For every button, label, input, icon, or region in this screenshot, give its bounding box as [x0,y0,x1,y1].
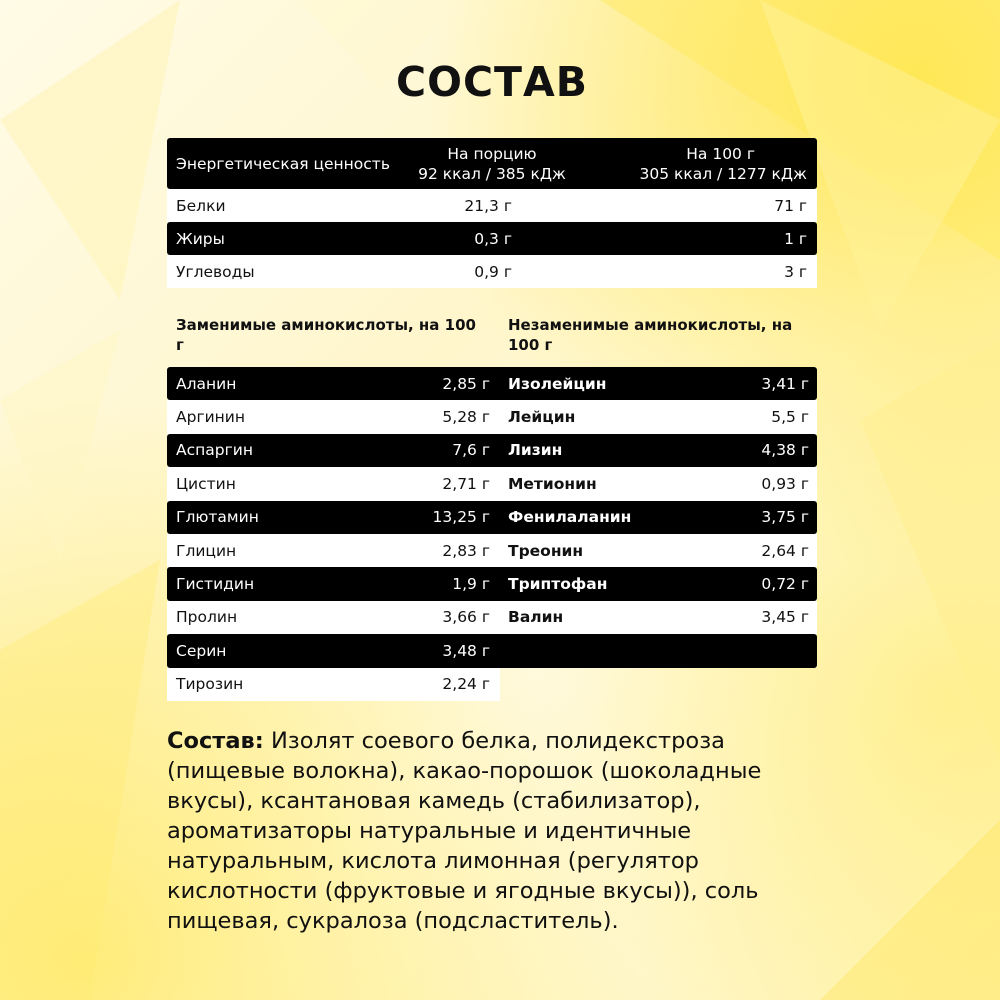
amino-value: 2,85 г [442,374,490,393]
amino-name: Гистидин [176,575,255,594]
per-serving-title: На порцию [447,144,537,163]
amino-name: Триптофан [508,575,608,594]
per-100-title: На 100 г [686,144,755,163]
page-title: СОСТАВ [396,58,588,106]
nutrition-table [167,138,817,288]
amino-value: 7,6 г [452,441,490,460]
amino-value: 13,25 г [432,508,490,527]
amino-row [167,567,500,600]
nutrient-per100: 3 г [784,262,807,281]
nutrient-name: Белки [176,196,226,215]
amino-name: Метионин [508,474,597,493]
amino-value: 2,24 г [442,675,490,694]
nutrient-serving: 21,3 г [464,196,512,215]
amino-name: Валин [508,608,564,627]
replaceable-amino-list [167,367,500,701]
nutrient-per100: 1 г [784,229,807,248]
per-100-header [587,144,817,184]
amino-value: 5,5 г [771,408,809,427]
amino-value: 3,41 г [761,374,809,393]
amino-row [500,367,817,400]
amino-name: Тирозин [176,675,244,694]
amino-value: 3,48 г [442,641,490,660]
amino-row [167,668,500,701]
amino-row [167,434,500,467]
amino-row [167,467,500,500]
amino-row [500,567,817,600]
amino-name: Изолейцин [508,374,607,393]
composition-label: Состав: [167,728,264,754]
amino-name: Фенилаланин [508,508,632,527]
amino-row [167,400,500,433]
amino-value: 2,71 г [442,474,490,493]
energy-label: Энергетическая ценность [176,154,390,173]
nutrient-serving: 0,3 г [474,229,512,248]
amino-name: Глицин [176,541,237,560]
per-100-energy: 305 ккал / 1277 кДж [639,164,807,183]
nutrition-row-carbs [167,255,817,288]
amino-value: 5,28 г [442,408,490,427]
amino-name: Аланин [176,374,237,393]
amino-value: 0,93 г [761,474,809,493]
nutrient-name: Жиры [176,229,225,248]
amino-name: Глютамин [176,508,259,527]
nutrient-serving: 0,9 г [474,262,512,281]
amino-value: 3,75 г [761,508,809,527]
amino-name: Аргинин [176,408,246,427]
amino-value: 3,66 г [442,608,490,627]
per-serving-header [397,144,587,184]
nutrient-name: Углеводы [176,262,255,281]
amino-value: 4,38 г [761,441,809,460]
amino-row [167,367,500,400]
amino-row [500,601,817,634]
amino-value: 0,72 г [761,575,809,594]
amino-row [500,467,817,500]
amino-name: Треонин [508,541,584,560]
replaceable-amino-title: Заменимые аминокислоты, на 100 г [176,316,476,354]
amino-value: 1,9 г [452,575,490,594]
nutrition-header-row [167,138,817,189]
amino-value: 2,64 г [761,541,809,560]
nutrient-per100: 71 г [774,196,807,215]
amino-row [167,501,500,534]
essential-amino-title: Незаменимые аминокислоты, на 100 г [508,316,793,354]
amino-value: 3,45 г [761,608,809,627]
amino-row [500,400,817,433]
essential-amino-list [500,367,817,634]
amino-row [500,534,817,567]
amino-row [167,534,500,567]
amino-name: Пролин [176,608,238,627]
amino-row [167,601,500,634]
amino-row [167,634,500,667]
amino-row [500,434,817,467]
amino-name: Цистин [176,474,236,493]
amino-name: Лизин [508,441,563,460]
amino-name: Серин [176,641,227,660]
amino-name: Лейцин [508,408,576,427]
nutrition-row-fat [167,222,817,255]
composition-text [167,726,847,936]
nutrition-row-protein [167,189,817,222]
amino-value: 2,83 г [442,541,490,560]
composition-body: Изолят соевого белка, полидекстроза (пищевые волокна), какао-порошок (шоколадные вкусы), ксантановая камедь (стабилизатор), ароматизаторы натуральные и идентичные натуральным, кислота лимонная (регулятор кислотности (фруктовые и ягодные вкусы)), соль пищевая, сукралоза (подсластитель). [167,728,762,934]
per-serving-energy: 92 ккал / 385 кДж [418,164,566,183]
amino-name: Аспаргин [176,441,253,460]
amino-row [500,501,817,534]
